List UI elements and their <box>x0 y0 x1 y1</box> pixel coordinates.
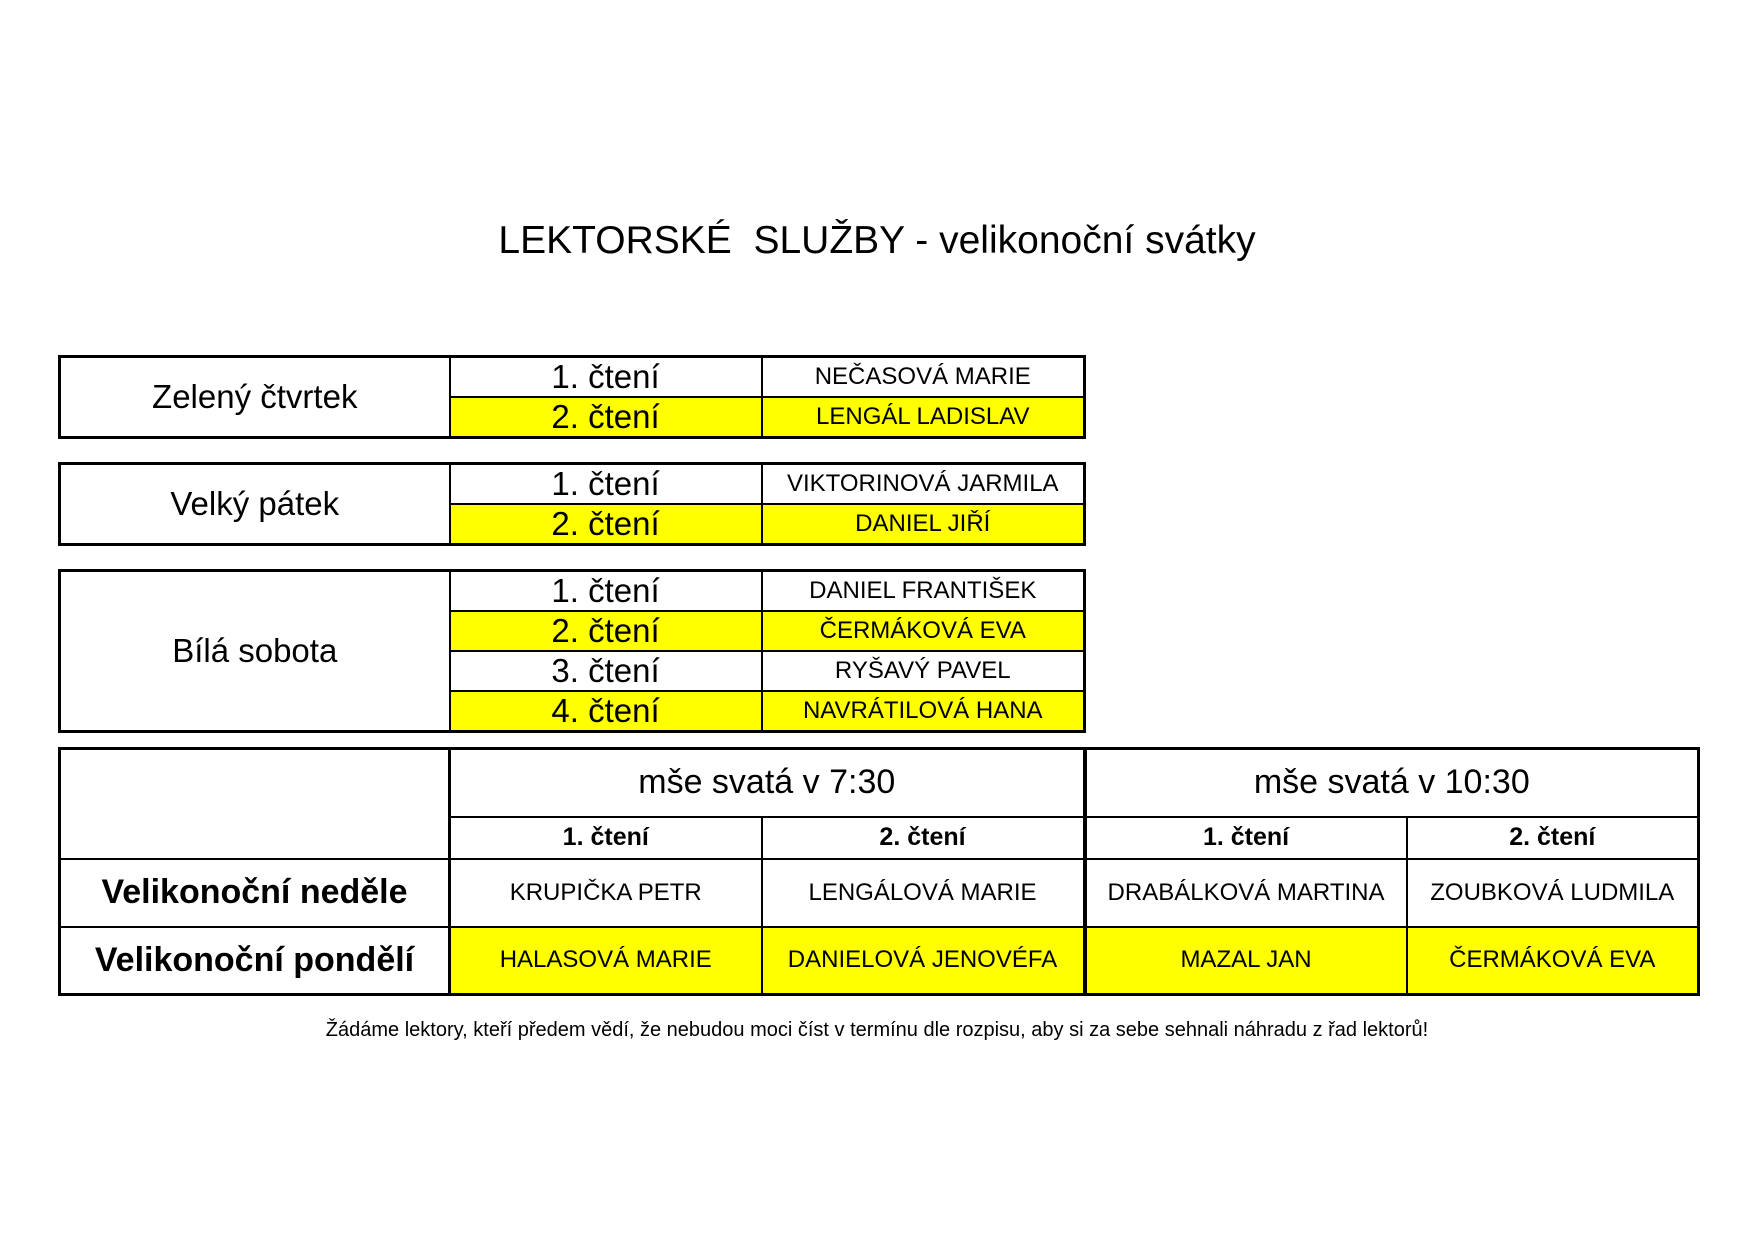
reader-name: DRABÁLKOVÁ MARTINA <box>1085 859 1407 927</box>
easter-schedule-table <box>58 747 1700 996</box>
reader-name: LENGÁLOVÁ MARIE <box>762 859 1085 927</box>
schedule-table-bila-sobota <box>58 569 1086 733</box>
day-label: Bílá sobota <box>60 571 450 732</box>
reading-label: 2. čtení <box>450 611 762 651</box>
reader-name: NAVRÁTILOVÁ HANA <box>762 691 1085 732</box>
reader-name: KRUPIČKA PETR <box>450 859 762 927</box>
reader-name: ZOUBKOVÁ LUDMILA <box>1407 859 1699 927</box>
day-label: Zelený čtvrtek <box>60 357 450 438</box>
schedule-table-zeleny-ctvrtek <box>58 355 1086 439</box>
reading-row <box>60 571 1085 612</box>
reading-label: 3. čtení <box>450 651 762 691</box>
reader-name: HALASOVÁ MARIE <box>450 927 762 995</box>
reader-name: ČERMÁKOVÁ EVA <box>762 611 1085 651</box>
reader-name: LENGÁL LADISLAV <box>762 397 1085 438</box>
reading-header: 2. čtení <box>1407 817 1699 859</box>
schedule-table-velky-patek <box>58 462 1086 546</box>
corner-cell <box>60 749 450 859</box>
reading-row <box>60 357 1085 398</box>
day-label: Velikonoční neděle <box>60 859 450 927</box>
easter-row-sunday <box>60 859 1699 927</box>
reading-header: 1. čtení <box>450 817 762 859</box>
reading-label: 1. čtení <box>450 464 762 505</box>
mass-header-row <box>60 749 1699 817</box>
reader-name: ČERMÁKOVÁ EVA <box>1407 927 1699 995</box>
reading-label: 1. čtení <box>450 357 762 398</box>
footer-note: Žádáme lektory, kteří předem vědí, že nebudou moci číst v termínu dle rozpisu, aby si za sebe sehnali náhradu z řad lektorů! <box>325 1019 1429 1041</box>
reader-name: RYŠAVÝ PAVEL <box>762 651 1085 691</box>
reading-label: 1. čtení <box>450 571 762 612</box>
reader-name: DANIEL JIŘÍ <box>762 504 1085 545</box>
day-label: Velikonoční pondělí <box>60 927 450 995</box>
reading-label: 4. čtení <box>450 691 762 732</box>
easter-row-monday <box>60 927 1699 995</box>
day-label: Velký pátek <box>60 464 450 545</box>
reader-name: DANIEL FRANTIŠEK <box>762 571 1085 612</box>
reader-name: DANIELOVÁ JENOVÉFA <box>762 927 1085 995</box>
reading-label: 2. čtení <box>450 504 762 545</box>
reading-label: 2. čtení <box>450 397 762 438</box>
reading-row <box>60 464 1085 505</box>
mass-header-1030: mše svatá v 10:30 <box>1085 749 1699 817</box>
reader-name: MAZAL JAN <box>1085 927 1407 995</box>
mass-header-0730: mše svatá v 7:30 <box>450 749 1085 817</box>
reading-header: 1. čtení <box>1085 817 1407 859</box>
page-title: LEKTORSKÉ SLUŽBY - velikonoční svátky <box>498 219 1256 262</box>
reading-header: 2. čtení <box>762 817 1085 859</box>
reader-name: VIKTORINOVÁ JARMILA <box>762 464 1085 505</box>
reader-name: NEČASOVÁ MARIE <box>762 357 1085 398</box>
